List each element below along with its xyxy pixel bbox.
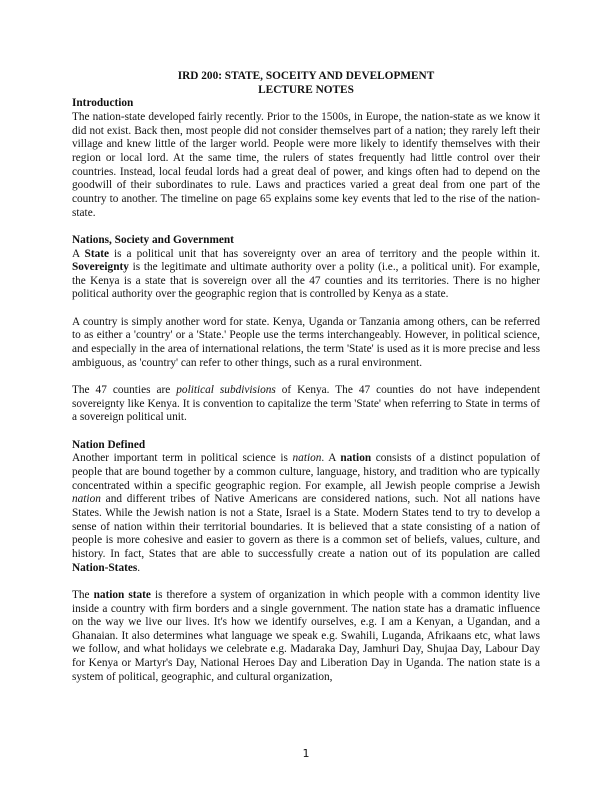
- text-run: is the legitimate and ultimate authority over a polity (i.e., a political unit). For example, the Kenya is a state that is sovereign over all the 47 counties and its territories. There is no higher political authority over the geographic region that is controlled by Kenya as a state.: [72, 261, 540, 301]
- term-state: State: [84, 247, 110, 260]
- text-run: is a political unit that has sovereignty over an area of territory and the people within it.: [109, 247, 541, 260]
- section-heading-introduction: Introduction: [72, 97, 134, 110]
- text-run: The: [72, 588, 94, 601]
- counties-paragraph: [72, 384, 540, 425]
- paragraph-spacer: [72, 220, 540, 234]
- nation-definition-paragraph: [72, 452, 540, 575]
- term-nation-italic: nation: [72, 493, 101, 506]
- introduction-paragraph: The nation-state developed fairly recently. Prior to the 1500s, in Europe, the nation-state as we know it did not exist. Back then, most people did not consider themselves part of a nation; they rarely left their village and knew little of the larger world. People were more likely to identify themselves with their region or local lord. At the same time, the rulers of states frequently had little control over their countries. Instead, local feudal lords had a great deal of power, and kings often had to depend on the goodwill of their subordinates to rule. Laws and practices varied a great deal from one part of the country to another. The timeline on page 65 explains some key events that led to the rise of the nation-state.: [72, 110, 540, 219]
- term-sovereignty: Sovereignty: [72, 261, 129, 274]
- text-run: is therefore a system of organization in which people with a common identity live inside a country with firm borders and a single government. The nation state has a dramatic influence on the way we live our lives. It's how we identify ourselves, e.g. I am a Kenyan, a Ugandan, and a Ghanaian. It also determines what language we speak e.g. Swahili, Luganda, Afrikaans etc, what laws we follow, and what holidays we celebrate e.g. Madaraka Day, Jamhuri Day, Shujaa Day, Labour Day for Kenya or Martyr's Day, National Heroes Day and Liberation Day in Uganda. The nation state is a system of political, geographic, and cultural organization,: [72, 588, 541, 683]
- paragraph-spacer: [72, 370, 540, 384]
- paragraph-spacer: [72, 425, 540, 439]
- text-run: and different tribes of Native Americans are considered nations, such. Not all nations have States. While the Jewish nation is not a State, Israel is a State. Modern States tend to try to develop a sense of nation within their territorial boundaries. It is believed that a state consisting of a nation of people is more cohesive and easier to govern as there is a common set of beliefs, values, culture, and history. In fact, States that are able to successfully create a nation out of its population are called: [72, 493, 540, 560]
- text-run: of Kenya. The 47 counties do not have independent sovereignty like Kenya. It is convention to capitalize the term 'State' when referring to State in terms of a sovereign political unit.: [72, 384, 540, 424]
- state-definition-paragraph: [72, 248, 540, 303]
- nation-state-paragraph: [72, 589, 540, 685]
- text-run: . A: [321, 452, 341, 465]
- section-heading-nation-defined: Nation Defined: [72, 438, 146, 451]
- text-run: Another important term in political science is: [72, 452, 293, 465]
- term-nation-state: nation state: [93, 588, 151, 601]
- paragraph-spacer: [72, 575, 540, 589]
- text-run: A: [72, 247, 85, 260]
- text-run: consists of a distinct population of people that are bound together by a common culture, language, history, and tradition who are typically concentrated within a specific geographic region. For example, all Jewish people comprise a Jewish: [72, 452, 540, 492]
- term-nation-bold: nation: [340, 452, 372, 465]
- term-political-subdivisions: political subdivisions: [176, 384, 276, 397]
- page-number: 1: [302, 747, 310, 760]
- country-paragraph: A country is simply another word for state. Kenya, Uganda or Tanzania among others, can be referred to as either a 'country' or a 'State.' People use the terms interchangeably. However, in political science, and especially in the area of international relations, the term 'State' is used as it is more precise and less ambiguous, as 'country' can refer to other things, such as a rural environment.: [72, 315, 540, 369]
- term-nation-states: Nation-States: [72, 561, 138, 574]
- document-title-line-2: LECTURE NOTES: [258, 83, 354, 96]
- section-heading-nations-society-government: Nations, Society and Government: [72, 233, 234, 246]
- document-page: [72, 70, 540, 684]
- term-nation-italic: nation: [292, 452, 322, 465]
- text-run: .: [137, 561, 141, 574]
- paragraph-spacer: [72, 302, 540, 316]
- text-run: The 47 counties are: [72, 384, 177, 397]
- document-title-line-1: IRD 200: STATE, SOCEITY AND DEVELOPMENT: [177, 70, 435, 82]
